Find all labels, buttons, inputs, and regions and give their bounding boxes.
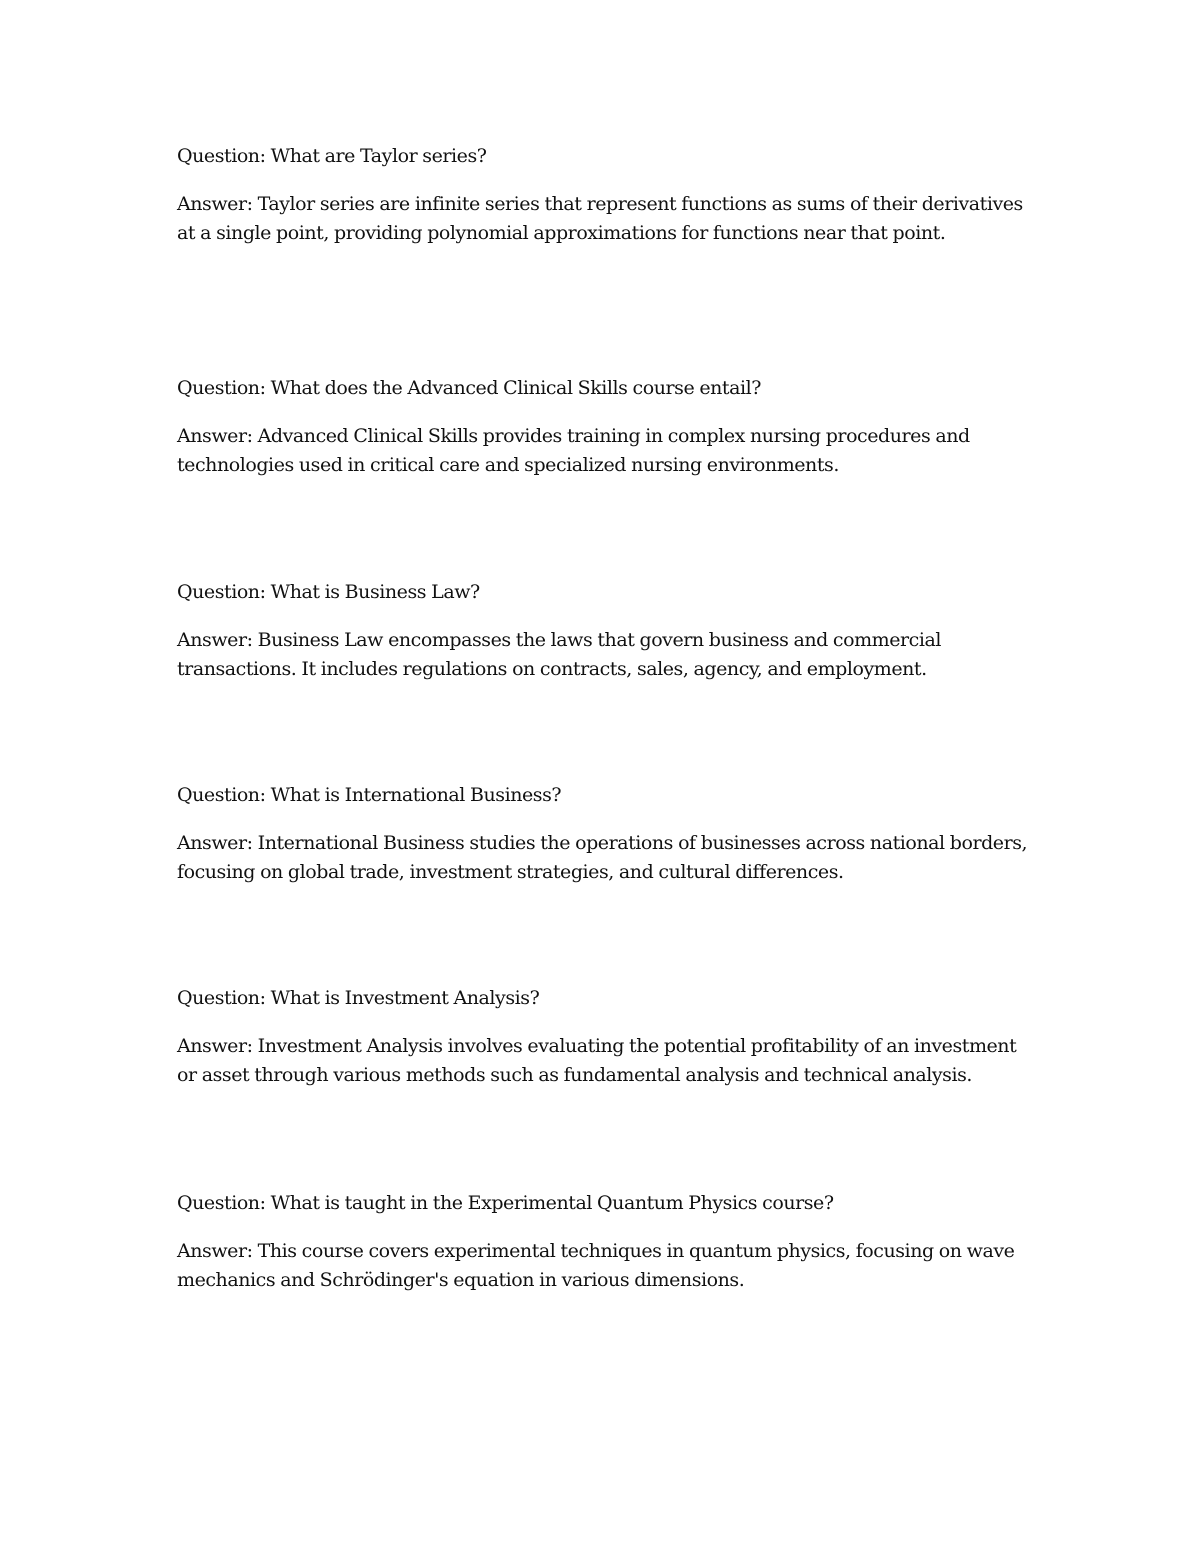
question-text: Question: What does the Advanced Clinical Skills course entail? — [177, 377, 761, 399]
qa-block — [177, 374, 1037, 481]
answer-text: Answer: Advanced Clinical Skills provides training in complex nursing procedures and technologies used in critical care and specialized nursing environments. — [177, 424, 970, 476]
question-text: Question: What is Business Law? — [177, 581, 480, 603]
question-text: Question: What is International Business? — [177, 784, 562, 806]
qa-block — [177, 781, 1037, 888]
answer-text: Answer: Taylor series are infinite series that represent functions as sums of their derivatives at a single point, providing polynomial approximations for functions near that point. — [177, 192, 1023, 244]
question-text: Question: What are Taylor series? — [177, 145, 487, 167]
qa-block — [177, 142, 1037, 249]
qa-block — [177, 1189, 1037, 1296]
qa-block — [177, 984, 1037, 1091]
qa-block — [177, 578, 1037, 685]
question-text: Question: What is taught in the Experimental Quantum Physics course? — [177, 1192, 834, 1214]
question-text: Question: What is Investment Analysis? — [177, 987, 540, 1009]
answer-text: Answer: International Business studies the operations of businesses across national borders, focusing on global trade, investment strategies, and cultural differences. — [177, 831, 1028, 883]
answer-text: Answer: Investment Analysis involves evaluating the potential profitability of an investment or asset through various methods such as fundamental analysis and technical analysis. — [177, 1034, 1017, 1086]
answer-text: Answer: Business Law encompasses the laws that govern business and commercial transactions. It includes regulations on contracts, sales, agency, and employment. — [177, 628, 941, 680]
answer-text: Answer: This course covers experimental techniques in quantum physics, focusing on wave mechanics and Schrödinger's equation in various dimensions. — [177, 1239, 1015, 1291]
